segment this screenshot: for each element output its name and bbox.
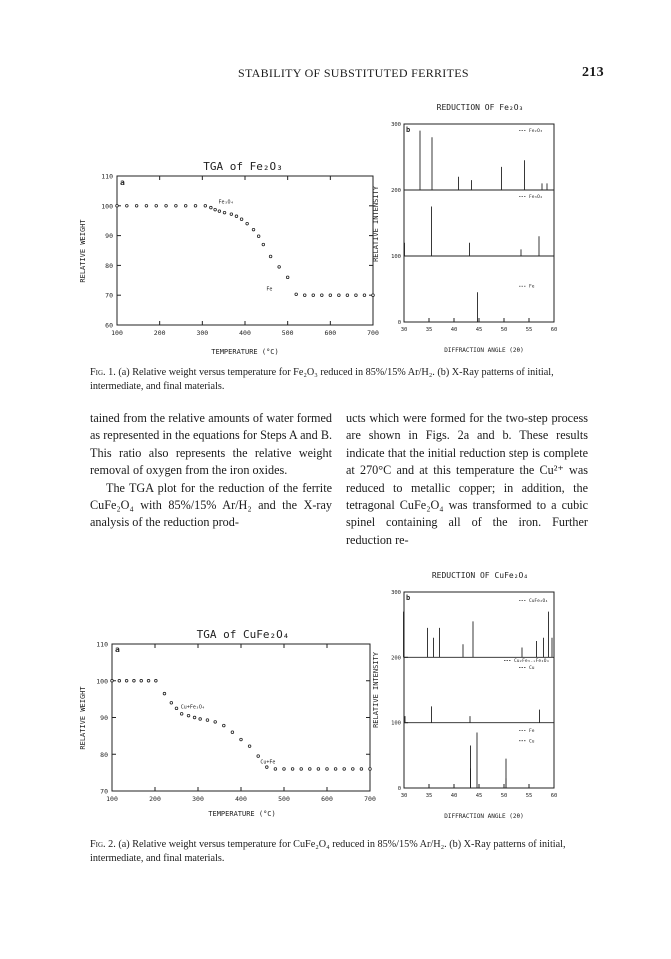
fig1-caption — [90, 366, 590, 394]
fig1-tga-title: TGA of Fe₂O₃ — [203, 160, 283, 173]
fig2-tga-data-point — [193, 716, 196, 719]
fig2-tga-data-point — [369, 768, 372, 771]
fig2-tga-xtick-label: 400 — [235, 795, 247, 803]
fig1-tga-data-point — [338, 294, 341, 297]
fig2-tga-ytick-label: 90 — [100, 714, 108, 722]
fig1-tga-data-point — [329, 294, 332, 297]
fig2-xrd-xlabel: DIFFRACTION ANGLE (2θ) — [444, 813, 524, 820]
fig2-xrd-xtick-label: 35 — [425, 793, 433, 799]
fig1-tga-data-point — [355, 294, 358, 297]
fig1-tga-data-point — [321, 294, 324, 297]
fig1-tga-data-point — [218, 210, 221, 213]
fig1-tga-data-point — [116, 205, 119, 208]
fig2-tga-data-point — [240, 738, 243, 741]
fig1-tga-data-point — [363, 294, 366, 297]
fig2-tga-data-point — [300, 768, 303, 771]
fig2-xrd-ytick-label: 100 — [391, 720, 401, 727]
fig2-tga-data-point — [175, 707, 178, 710]
fig2-tga-data-point — [317, 768, 320, 771]
fig1-tga-annot-fe3o4: Fe₃O₄ — [218, 199, 234, 206]
fig1-tga-data-point — [346, 294, 349, 297]
fig2-tga-data-point — [248, 745, 251, 748]
fig1-tga-xtick-label: 400 — [239, 329, 251, 337]
fig1-tga-ytick-label: 80 — [105, 261, 113, 270]
body-left-paragraph-2: The TGA plot for the reduction of the ferrite CuFe₂O₄ with 85%/15% Ar/H₂ and the X-ray analysis of the reduction prod- — [90, 480, 332, 530]
fig1-xrd-xtick-label: 40 — [450, 327, 458, 333]
running-title: STABILITY OF SUBSTITUTED FERRITES — [238, 66, 469, 80]
fig2-tga-ylabel: RELATIVE WEIGHT — [79, 686, 87, 750]
fig2-tga-data-point — [274, 768, 277, 771]
fig2-tga-data-point — [118, 679, 121, 682]
fig1-tga-data-point — [269, 255, 272, 258]
fig1-xrd-xtick-label: 55 — [525, 327, 533, 333]
fig1-tga-panel: a — [120, 178, 125, 187]
fig1-tga-ytick-label: 70 — [105, 291, 113, 300]
body-right-paragraph-1: ucts which were formed for the two-step process are shown in Figs. 2a and b. These results indicate that the initial reduction step is complete at 270°C and at this temperature the Cu²⁺ was reduced to metallic copper; in addition, the tetragonal CuFe₂O₄ was transformed to a cubic spinel containing all of the iron. Further reduction re- — [346, 411, 588, 547]
fig1-xrd-title: REDUCTION OF Fe₂O₃ — [436, 103, 524, 112]
fig2-tga-data-point — [206, 719, 209, 722]
fig2-tga-data-point — [170, 702, 173, 705]
fig2-xrd-xtick-label: 40 — [450, 793, 458, 799]
fig2-tga-data-point — [343, 768, 346, 771]
fig2-xrd-ytick-label: 300 — [391, 590, 401, 596]
fig1-xrd-ylabel: RELATIVE INTENSITY — [372, 186, 380, 262]
fig1-tga-data-point — [257, 235, 260, 238]
fig2-tga-data-point — [111, 679, 114, 682]
fig1-xrd-xtick-label: 50 — [500, 327, 508, 333]
fig1-xrd-legend-label: Fe — [529, 284, 535, 290]
fig2-tga-data-point — [223, 724, 226, 727]
fig2-tga-data-point — [266, 766, 269, 769]
fig1-xrd-ytick-label: 100 — [391, 254, 401, 260]
fig1-tga-data-point — [312, 294, 315, 297]
fig1-tga-xtick-label: 300 — [196, 329, 209, 337]
fig2-xrd-frame — [404, 592, 554, 788]
fig2-tga-ytick-label: 100 — [96, 677, 108, 686]
fig1-xrd-ytick-label: 300 — [391, 122, 401, 128]
fig2-tga-ytick-label: 70 — [100, 787, 108, 796]
fig2-caption-text: (a) Relative weight versus temperature for CuFe₂O₄ reduced in 85%/15% Ar/H₂. (b) X-Ray patterns of initial, intermediate, and final materials. — [90, 839, 566, 864]
fig1-caption-text: (a) Relative weight versus temperature for Fe₂O₃ reduced in 85%/15% Ar/H₂. (b) X-Ray patterns of initial, intermediate, and final materials. — [90, 367, 554, 392]
fig2-tga-title: TGA of CuFe₂O₄ — [196, 628, 290, 641]
fig1-xrd-frame — [404, 124, 554, 322]
fig2-xrd-xtick-label: 30 — [400, 793, 408, 799]
fig1-tga-data-point — [126, 205, 129, 208]
fig1-xrd-ytick-label: 200 — [391, 188, 401, 194]
fig2-xrd-ytick-label: 0 — [397, 786, 401, 792]
fig2-xrd-legend-label: Cu — [529, 739, 535, 745]
fig1-tga-data-point — [175, 205, 178, 208]
fig2-tga-data-point — [214, 721, 217, 724]
fig2-tga-data-point — [291, 768, 294, 771]
fig2-tga-xtick-label: 100 — [106, 795, 118, 803]
fig2-tga-ytick-label: 80 — [100, 750, 108, 759]
fig1-tga-xtick-label: 500 — [281, 329, 294, 337]
body-right-column — [346, 410, 588, 549]
fig2-xrd-legend-label: CuFe₂O₄ — [529, 598, 548, 604]
fig2-tga-xtick-label: 200 — [149, 795, 161, 803]
fig2-xrd-panel: b — [406, 594, 411, 602]
fig2-tga-data-point — [199, 718, 202, 721]
fig1-tga-data-point — [246, 222, 249, 225]
fig1-caption-label: Fig. 1. — [90, 367, 116, 378]
fig1-tga-xtick-label: 100 — [111, 329, 123, 337]
fig2-tga-data-point — [334, 768, 337, 771]
fig1-tga-data-point — [210, 206, 213, 209]
fig2-xrd-legend-label: Cu — [529, 666, 535, 672]
fig1-tga-ytick-label: 110 — [101, 172, 113, 181]
body-left-column — [90, 410, 332, 532]
fig1-xrd-legend-label: Fe₃O₄ — [529, 194, 543, 200]
fig1-tga-xtick-label: 200 — [153, 329, 166, 337]
fig1-tga-data-point — [204, 205, 207, 208]
fig2-tga-data-point — [133, 679, 136, 682]
fig2-tga-xtick-label: 300 — [192, 795, 204, 803]
fig1-tga-ylabel: RELATIVE WEIGHT — [79, 219, 87, 283]
body-left-paragraph-1: tained from the relative amounts of water formed as represented in the equations for Steps A and B. This ratio also represents the relative weight removal of oxygen from the iron oxides. — [90, 411, 332, 478]
fig2-xrd-xtick-label: 60 — [550, 793, 558, 799]
fig1-tga-data-point — [135, 205, 138, 208]
fig2-tga-xtick-label: 600 — [321, 795, 333, 803]
fig2-tga-data-point — [257, 755, 260, 758]
fig2-tga-data-point — [309, 768, 312, 771]
fig2-xrd-title: REDUCTION OF CuFe₂O₄ — [431, 571, 529, 580]
fig2-tga-ytick-label: 110 — [96, 640, 108, 649]
fig1-tga-data-point — [295, 293, 298, 296]
fig1-xrd-xtick-label: 60 — [550, 327, 558, 333]
fig2-tga-data-point — [352, 768, 355, 771]
fig1-xrd-xlabel: DIFFRACTION ANGLE (2θ) — [444, 347, 524, 354]
fig2-xrd-legend-label: Fe — [529, 728, 535, 734]
fig2-tga-data-point — [140, 679, 143, 682]
fig1-tga-data-point — [303, 294, 306, 297]
fig1-xrd-chart — [372, 100, 582, 362]
fig2-tga-data-point — [147, 679, 150, 682]
fig2-caption-label: Fig. 2. — [90, 839, 116, 850]
fig1-tga-data-point — [145, 205, 148, 208]
fig1-tga-data-point — [286, 276, 289, 279]
fig2-tga-data-point — [125, 679, 128, 682]
fig2-tga-data-point — [283, 768, 286, 771]
fig2-tga-data-point — [180, 713, 183, 716]
fig2-tga-data-point — [163, 692, 166, 695]
fig2-caption — [90, 838, 590, 866]
fig1-tga-data-point — [230, 213, 233, 216]
fig1-xrd-xtick-label: 45 — [475, 327, 483, 333]
fig2-xrd-ylabel: RELATIVE INTENSITY — [372, 652, 380, 728]
fig2-tga-data-point — [187, 714, 190, 717]
fig1-tga-data-point — [235, 215, 238, 218]
fig2-tga-annot-cu-fe: Cu+Fe — [260, 759, 276, 766]
fig1-tga-data-point — [223, 211, 226, 214]
fig1-tga-data-point — [194, 205, 197, 208]
fig1-tga-annot-fe: Fe — [266, 286, 273, 293]
fig2-xrd-legend-label: Cu₂Fe₃₋ₓFe₂O₄ — [514, 658, 550, 664]
fig1-tga-data-point — [184, 205, 187, 208]
fig1-xrd-legend-label: Fe₂O₃ — [529, 128, 543, 134]
fig2-tga-annot-cu-fe3o4: Cu+Fe₃O₄ — [180, 704, 205, 711]
fig2-xrd-xtick-label: 45 — [475, 793, 483, 799]
fig1-xrd-xtick-label: 35 — [425, 327, 433, 333]
fig1-tga-xtick-label: 600 — [324, 329, 337, 337]
fig1-tga-ytick-label: 90 — [105, 232, 113, 241]
fig2-xrd-xtick-label: 55 — [525, 793, 533, 799]
fig1-tga-xtick-label: 700 — [367, 329, 379, 337]
fig1-tga-data-point — [165, 205, 168, 208]
fig2-tga-data-point — [231, 731, 234, 734]
fig1-xrd-ytick-label: 0 — [397, 320, 401, 326]
fig1-xrd-xtick-label: 30 — [400, 327, 408, 333]
fig1-tga-data-point — [252, 228, 255, 231]
fig2-xrd-ytick-label: 200 — [391, 655, 401, 662]
fig2-xrd-xtick-label: 50 — [500, 793, 508, 799]
fig1-tga-data-point — [155, 205, 158, 208]
fig1-tga-data-point — [214, 208, 217, 211]
fig1-tga-ytick-label: 60 — [105, 321, 113, 330]
fig1-tga-ytick-label: 100 — [101, 202, 113, 211]
page-number: 213 — [582, 65, 604, 80]
fig1-xrd-panel: b — [406, 126, 411, 134]
fig2-tga-data-point — [326, 768, 329, 771]
fig1-tga-data-point — [262, 243, 265, 246]
fig2-tga-xtick-label: 500 — [278, 795, 290, 803]
fig2-tga-frame — [112, 644, 370, 791]
fig1-tga-xlabel: TEMPERATURE (°C) — [211, 348, 279, 356]
fig1-tga-frame — [117, 176, 373, 325]
fig2-tga-data-point — [360, 768, 363, 771]
fig2-tga-data-point — [155, 679, 158, 682]
fig2-tga-xlabel: TEMPERATURE (°C) — [208, 810, 276, 818]
fig2-xrd-chart — [372, 568, 582, 830]
fig1-tga-data-point — [240, 218, 243, 221]
fig2-tga-xtick-label: 700 — [364, 795, 376, 803]
fig1-tga-data-point — [278, 266, 281, 269]
fig2-tga-panel: a — [115, 645, 120, 654]
